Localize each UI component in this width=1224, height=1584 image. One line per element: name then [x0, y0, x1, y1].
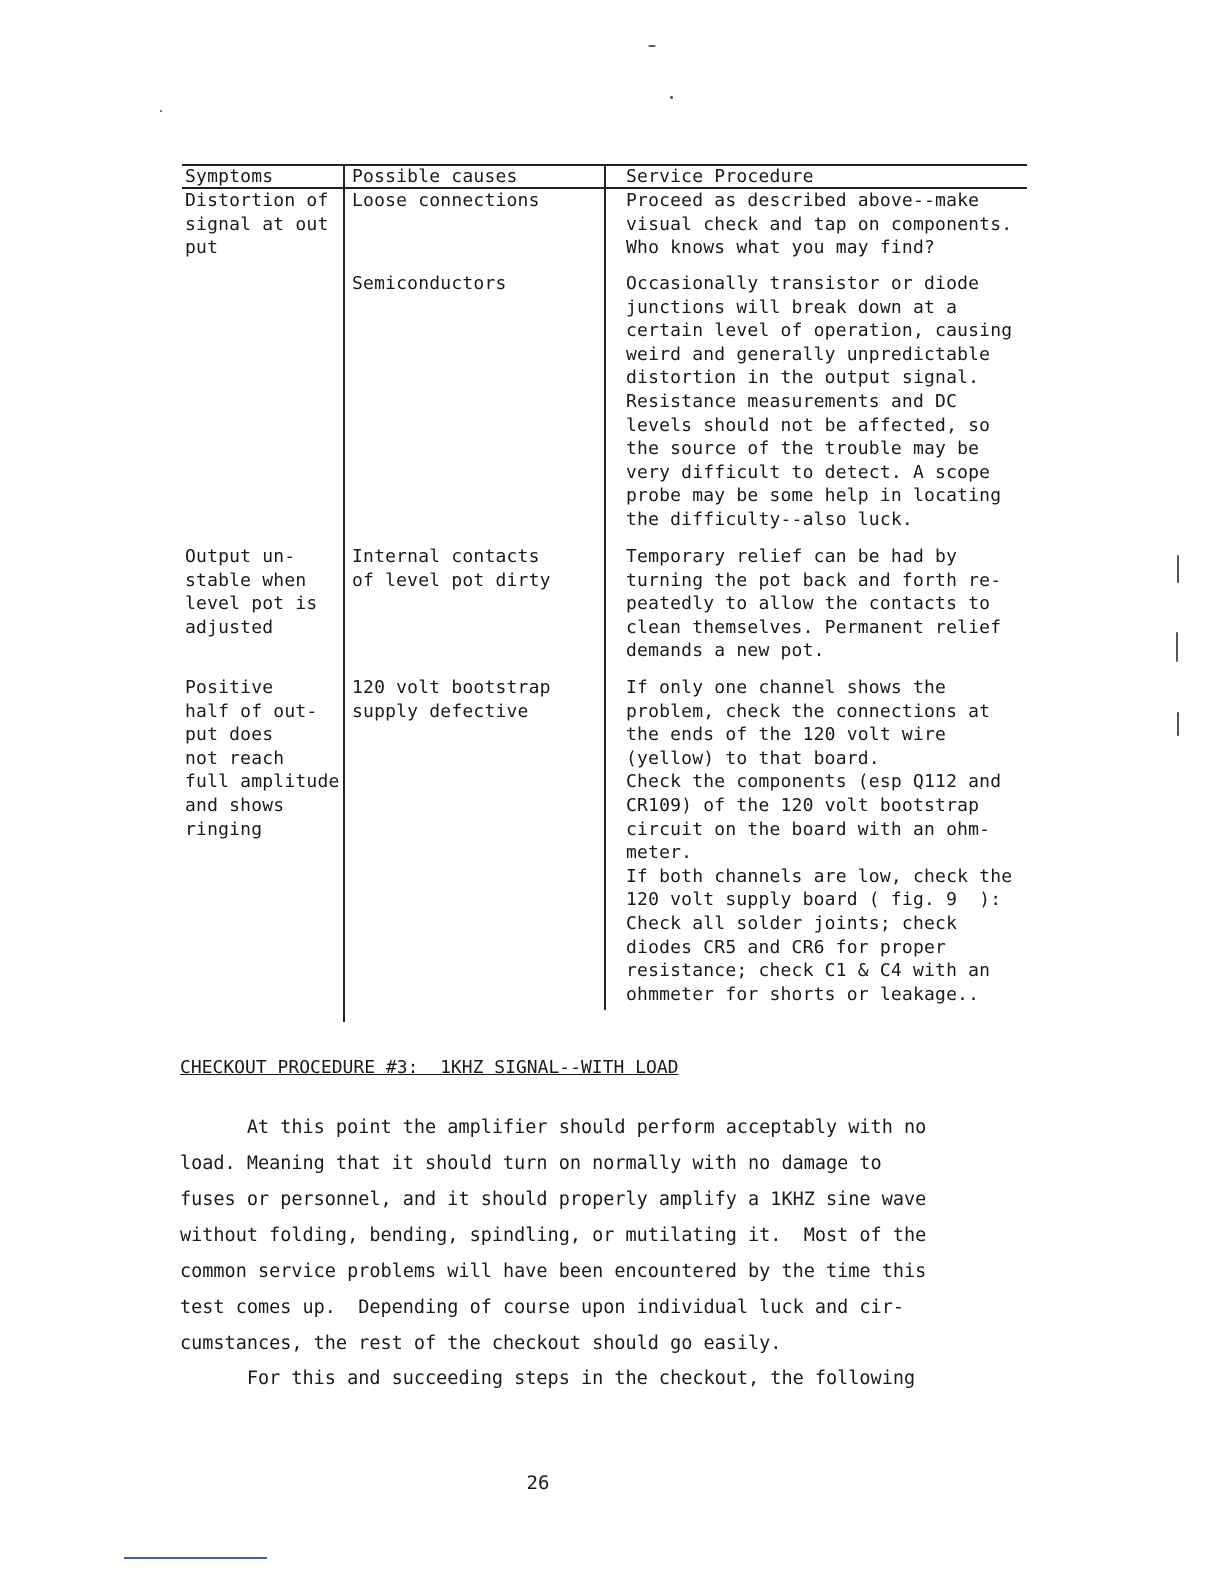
scan-speck: [1176, 632, 1178, 662]
scan-speck: [1177, 555, 1179, 583]
header-symptoms: Symptoms: [185, 166, 274, 187]
section-heading: CHECKOUT PROCEDURE #3: 1KHZ SIGNAL--WITH LOAD: [180, 1057, 679, 1078]
header-possible-causes: Possible causes: [352, 166, 518, 187]
row4-symptom: Positive half of out- put does not reach full amplitude and shows ringing: [185, 677, 340, 840]
column-divider: [343, 164, 345, 1022]
page-number: 26: [526, 1472, 550, 1494]
footer-rule: [124, 1557, 267, 1559]
body-paragraph: At this point the amplifier should perform acceptably with no load. Meaning that it should turn on normally with no damage to fuses or personnel, and it should properly amplify a 1KHZ sine wave without folding, bending, spindling, or mutilating it. Most of the common service problems will have been encountered by the time this test comes up. Depending of course upon individual luck and cir- cumstances, the rest of the checkout should go easily.: [180, 1117, 927, 1354]
scan-speck: [160, 110, 162, 112]
row4-cause: 120 volt bootstrap supply defective: [352, 677, 551, 722]
row1-symptom: Distortion of signal at out put: [185, 190, 329, 259]
row1-procedure: Proceed as described above--make visual check and tap on components. Who knows what you may find?: [626, 190, 1013, 259]
scan-speck: [670, 96, 673, 99]
row4-procedure: If only one channel shows the problem, check the connections at the ends of the 120 volt wire (yellow) to that board. Check the components (esp Q112 and CR109) of the 120 volt bootstrap circuit on the board with an ohm- meter. If both channels are low, check the 120 volt supply board ( fig. 9 ): Check all solder joints; check diodes CR5 and CR6 for proper resistance; check C1 & C4 with an ohmmeter for shorts or leakage..: [626, 677, 1013, 1005]
row3-symptom: Output un- stable when level pot is adjusted: [185, 546, 318, 638]
row3-procedure: Temporary relief can be had by turning the pot back and forth re- peatedly to allow the contacts to clean themselves. Permanent relief demands a new pot.: [626, 546, 1002, 662]
body-paragraph: For this and succeeding steps in the checkout, the following: [180, 1368, 916, 1389]
row1-cause: Loose connections: [352, 190, 540, 211]
column-divider: [604, 164, 606, 1010]
scan-speck: [648, 45, 656, 47]
scan-speck: [1177, 712, 1179, 736]
row2-procedure: Occasionally transistor or diode junctions will break down at a certain level of operation, causing weird and generally unpredictable distortion in the output signal. Resistance measurements and DC levels should not be affected, so the source of the trouble may be very difficult to detect. A scope probe may be some help in locating the difficulty--also luck.: [626, 273, 1013, 530]
row3-cause: Internal contacts of level pot dirty: [352, 546, 551, 591]
header-service-procedure: Service Procedure: [626, 166, 814, 187]
row2-cause: Semiconductors: [352, 273, 507, 294]
